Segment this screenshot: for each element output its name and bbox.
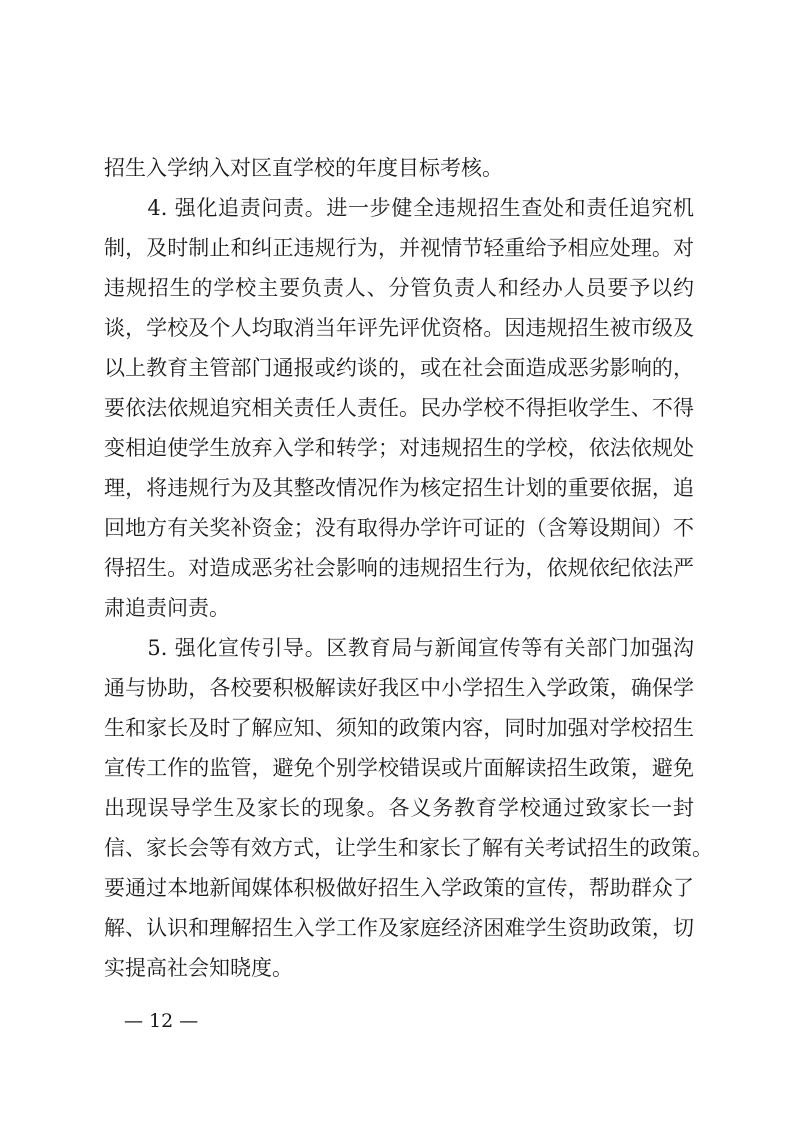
text-line: 回地方有关奖补资金；没有取得办学许可证的（含筹设期间）不 [104, 516, 694, 540]
text-line: 4. 强化追责问责。进一步健全违规招生查处和责任追究机 [104, 196, 694, 220]
text-line: 信、家长会等有效方式，让学生和家长了解有关考试招生的政策。 [104, 836, 713, 860]
text-line: 肃追责问责。 [104, 596, 230, 620]
text-line: 5. 强化宣传引导。区教育局与新闻宣传等有关部门加强沟 [104, 636, 694, 660]
text-line: 出现误导学生及家长的现象。各义务教育学校通过致家长一封 [104, 796, 694, 820]
text-line: 理，将违规行为及其整改情况作为核定招生计划的重要依据，追 [104, 476, 694, 500]
text-line: 得招生。对造成恶劣社会影响的违规招生行为，依规依纪依法严 [104, 556, 694, 580]
text-line: 要通过本地新闻媒体积极做好招生入学政策的宣传，帮助群众了 [104, 876, 694, 900]
text-line: 招生入学纳入对区直学校的年度目标考核。 [104, 156, 503, 180]
text-line: 宣传工作的监管，避免个别学校错误或片面解读招生政策，避免 [104, 756, 694, 780]
text-line: 通与协助，各校要积极解读好我区中小学招生入学政策，确保学 [104, 676, 694, 700]
text-line: 要依法依规追究相关责任人责任。民办学校不得拒收学生、不得 [104, 396, 694, 420]
text-line: 制，及时制止和纠正违规行为，并视情节轻重给予相应处理。对 [104, 236, 694, 260]
text-line: 变相迫使学生放弃入学和转学；对违规招生的学校，依法依规处 [104, 436, 694, 460]
page-number: — 12 — [124, 1010, 199, 1032]
text-line: 谈，学校及个人均取消当年评先评优资格。因违规招生被市级及 [104, 316, 694, 340]
text-line: 生和家长及时了解应知、须知的政策内容，同时加强对学校招生 [104, 716, 694, 740]
text-line: 以上教育主管部门通报或约谈的，或在社会面造成恶劣影响的， [104, 356, 694, 380]
text-line: 实提高社会知晓度。 [104, 956, 293, 980]
text-line: 违规招生的学校主要负责人、分管负责人和经办人员要予以约 [104, 276, 694, 300]
text-line: 解、认识和理解招生入学工作及家庭经济困难学生资助政策，切 [104, 916, 694, 940]
